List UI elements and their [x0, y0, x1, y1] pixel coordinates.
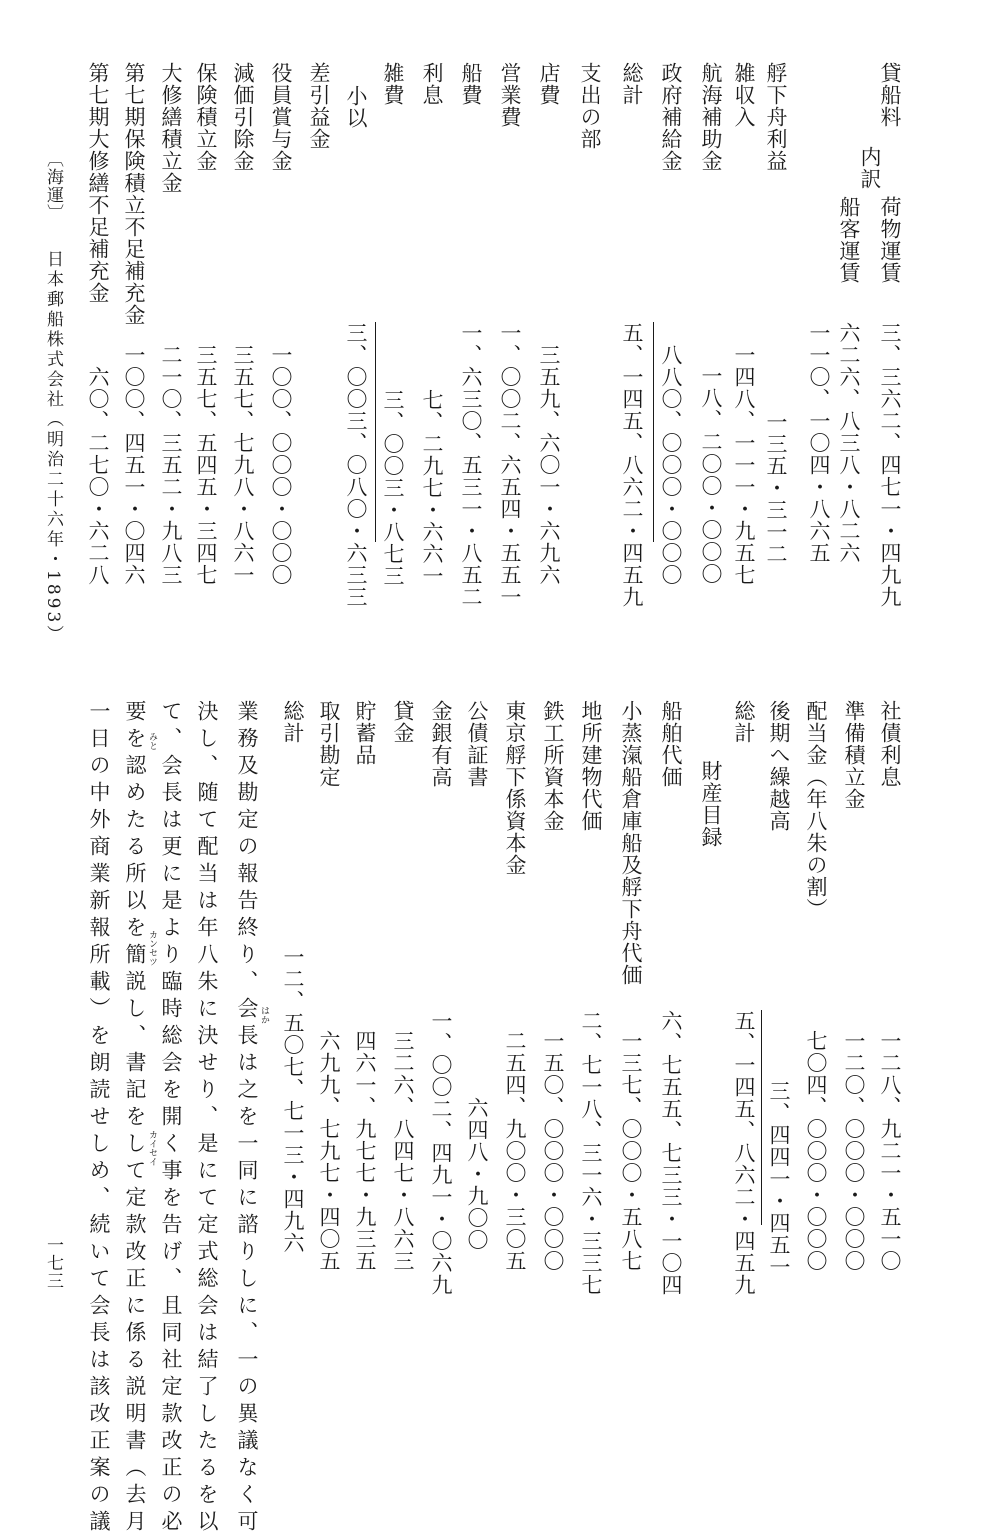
value-ironworks-capital: 一五〇、〇〇〇・〇〇〇: [541, 1030, 565, 1272]
label-public-bonds: 公債証書: [465, 700, 489, 788]
value-officer-bonus: 一〇〇、〇〇〇・〇〇〇: [269, 344, 293, 586]
value-total-1: 五、一四五、八六二・四五九: [620, 322, 644, 608]
label-dividend: 配当金（年八朱の割）: [804, 700, 828, 920]
ruby-kansetsu: カンセツ: [147, 930, 157, 966]
page-number: 一七三: [43, 1236, 63, 1290]
value-reserve-fund: 一二〇、〇〇〇・〇〇〇: [842, 1030, 866, 1272]
value-navigation-subsidy: 一八、二〇〇・〇〇〇: [699, 365, 723, 585]
value-operating-expense: 一、〇〇二、六五四・五五一: [498, 322, 522, 608]
label-breakdown: 内訳: [858, 146, 882, 190]
label-passenger-fare: 船客運賃: [837, 196, 861, 284]
ruby-haka: はか: [259, 1006, 269, 1024]
footer-source: 日本郵船株式会社（明治二十六年・1893）: [43, 250, 63, 646]
prose-line-1: 業務及勘定の報告終り、会長は之を一同に諮りしに、一の異議なく可: [235, 700, 259, 1537]
label-lighter-profit: 艀下舟利益: [764, 62, 788, 172]
label-depreciation: 減価引除金: [231, 62, 255, 172]
value-small-vessels: 一三七、〇〇〇・五八七: [619, 1030, 643, 1272]
sum-rule-1: [653, 322, 654, 542]
prose-line-4: 要を認めたる所以を簡説し、書記をして定款改正に係る説明書（去月: [123, 700, 147, 1537]
label-net-profit: 差引益金: [307, 62, 331, 150]
value-misc-expense: 三、〇〇三・八七三: [381, 389, 405, 587]
value-loans: 三二六、八四七・八六三: [391, 1030, 415, 1272]
prose-line-3: て、会長は更に是より臨時総会を開く事を告げ、且同社定款改正の必: [159, 700, 183, 1537]
label-carryover: 後期へ繰越高: [767, 700, 791, 832]
label-tokyo-lighter-capital: 東京艀下係資本金: [503, 700, 527, 876]
value-store-expense: 三五九、六〇一・六九六: [537, 344, 561, 586]
label-interest: 利息: [420, 62, 444, 106]
value-insurance-deficit: 一〇〇、四五一・〇四六: [122, 344, 146, 586]
value-interest: 七、二九七・六六一: [420, 389, 444, 587]
sum-rule-3: [761, 1010, 762, 1225]
label-loans: 貸金: [391, 700, 415, 744]
label-bond-interest: 社債利息: [878, 700, 902, 788]
value-insurance-reserve: 三五七、五四五・三四七: [194, 344, 218, 586]
label-ship-value: 船舶代価: [659, 700, 683, 788]
value-subtotal: 三、〇〇三、〇八〇・六三三: [344, 322, 368, 608]
label-reserve-fund: 準備積立金: [842, 700, 866, 810]
label-stores: 貯蓄品: [353, 700, 377, 766]
label-insurance-deficit: 第七期保険積立不足補充金: [122, 62, 146, 326]
label-cargo-fare: 荷物運賃: [878, 196, 902, 284]
label-repair-deficit: 第七期大修繕不足補充金: [86, 62, 110, 304]
value-trade-account: 六九九、七九七・四〇五: [317, 1030, 341, 1272]
prose-line-2: 決し、随て配当は年八朱に決せり、是にて定式総会は結了したるを以: [195, 700, 219, 1537]
label-kasenryo: 貸船料: [878, 62, 902, 128]
ruby-kaisei: カイセイ: [147, 1130, 157, 1166]
label-cash-on-hand: 金銀有高: [429, 700, 453, 788]
value-bond-interest: 一二八、九二一・五一〇: [878, 1030, 902, 1272]
value-repair-reserve: 二一〇、三五二・九八三: [159, 344, 183, 586]
value-carryover: 三、四四一・四五一: [767, 1080, 791, 1278]
sum-rule-2: [375, 322, 376, 542]
footer-category: 〔海運〕: [43, 150, 63, 222]
label-property-inventory: 財産目録: [699, 760, 723, 848]
label-total-2: 総計: [732, 700, 756, 744]
value-ship-value: 六、七五五、七三三・一〇四: [659, 1010, 683, 1296]
label-insurance-reserve: 保険積立金: [194, 62, 218, 172]
label-total-3: 総計: [281, 700, 305, 744]
value-misc-income: 一四八、一一一・九五七: [732, 344, 756, 586]
label-subtotal: 小以: [344, 85, 368, 129]
value-land-buildings: 二、七一八、三一六・三三七: [579, 1010, 603, 1296]
label-trade-account: 取引勘定: [317, 700, 341, 788]
value-tokyo-lighter-capital: 二五四、九〇〇・三〇五: [503, 1030, 527, 1272]
value-stores: 四六一、九七七・九三五: [353, 1030, 377, 1272]
value-depreciation: 三五七、七九八・八六一: [231, 344, 255, 586]
value-cash-on-hand: 一、〇〇二、四九一・〇六九: [429, 1010, 453, 1296]
value-kasenryo-sum: 一一〇、一〇四・八六五: [807, 322, 831, 564]
label-misc-expense: 雑費: [381, 62, 405, 106]
value-total-3: 一二、五〇七、七一三・四九六: [281, 946, 305, 1254]
label-officer-bonus: 役員賞与金: [269, 62, 293, 172]
label-misc-income: 雑収入: [732, 62, 756, 128]
label-expenditure: 支出の部: [578, 62, 602, 150]
prose-line-5: 一日の中外商業新報所載）を朗読せしめ、続いて会長は該改正案の議: [87, 700, 111, 1537]
label-store-expense: 店費: [537, 62, 561, 106]
value-repair-deficit: 六〇、二七〇・六二八: [86, 366, 110, 586]
value-dividend: 七〇四、〇〇〇・〇〇〇: [804, 1030, 828, 1272]
value-govt-subsidy: 八八〇、〇〇〇・〇〇〇: [659, 344, 683, 586]
label-navigation-subsidy: 航海補助金: [699, 62, 723, 172]
label-ship-expense: 船費: [459, 62, 483, 106]
label-govt-subsidy: 政府補給金: [659, 62, 683, 172]
ruby-mito: みと: [147, 732, 157, 750]
label-ironworks-capital: 鉄工所資本金: [541, 700, 565, 832]
label-small-vessels: 小蒸滊船倉庫船及艀下舟代価: [619, 700, 643, 986]
value-total-2: 五、一四五、八六二・四五九: [732, 1010, 756, 1296]
value-public-bonds: 六四八・九〇〇: [465, 1097, 489, 1251]
value-cargo-fare: 三、三六二、四七一・四九九: [878, 322, 902, 608]
value-passenger-fare: 六二六、八三八・八二六: [837, 322, 861, 564]
label-total-1: 総計: [620, 62, 644, 106]
value-lighter-profit: 一三五・三一二: [764, 411, 788, 565]
value-ship-expense: 一、六三〇、五三一・八五二: [459, 322, 483, 608]
label-operating-expense: 営業費: [498, 62, 522, 128]
label-repair-reserve: 大修繕積立金: [159, 62, 183, 194]
label-land-buildings: 地所建物代価: [579, 700, 603, 832]
